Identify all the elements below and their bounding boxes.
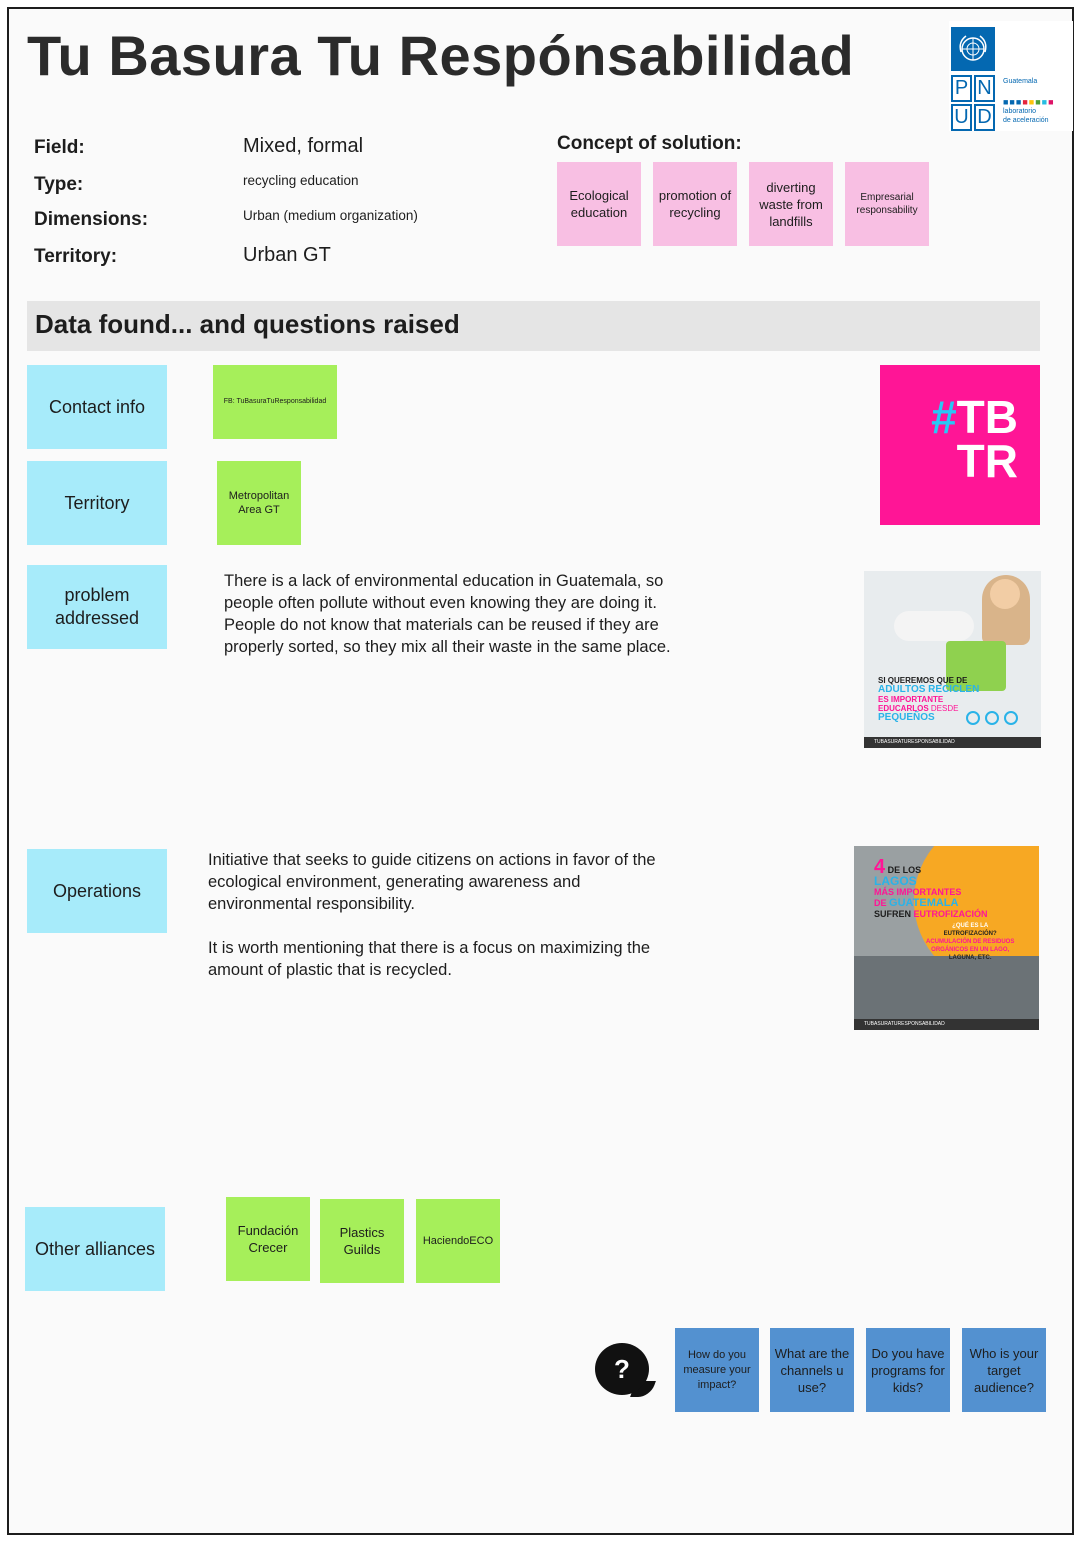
page-title: Tu Basura Tu Respónsabilidad [27, 24, 855, 87]
territory-note[interactable]: Territory [27, 461, 167, 545]
problem-note[interactable]: problem addressed [27, 565, 167, 649]
logo-lab-line1: laboratorio [1003, 108, 1037, 115]
operations-line: amount of plastic that is recycled. [208, 961, 452, 979]
lakes-caption [874, 856, 988, 920]
problem-text [224, 570, 671, 658]
field-value: Mixed, formal [243, 135, 364, 157]
territory-label: Territory: [34, 246, 118, 267]
post-caption [878, 676, 979, 723]
operations-line: It is worth mentioning that there is a focus on maximizing the [208, 939, 651, 957]
sub-line: ORGÁNICOS EN UN LAGO, [931, 947, 1010, 953]
caption-line: SI QUEREMOS QUE DE [878, 676, 968, 685]
alliance-note[interactable]: HaciendoECO [416, 1199, 500, 1283]
caption-line: ADULTOS RECICLEN [878, 684, 980, 695]
caption-line: DE [874, 898, 890, 908]
tbtr-line1: TB [956, 391, 1018, 443]
caption-line: GUATEMALA [889, 897, 959, 909]
concept-title: Concept of solution: [557, 133, 742, 154]
concept-note[interactable]: Empresarial responsability [845, 162, 929, 246]
question-note[interactable]: How do you measure your impact? [675, 1328, 759, 1412]
contact-info-note[interactable]: Contact info [27, 365, 167, 449]
logo-letter: P [951, 75, 972, 102]
operations-note[interactable]: Operations [27, 849, 167, 933]
caption-line: EUTROFIZACIÓN [913, 909, 988, 919]
water-shape [854, 956, 1039, 1026]
tbtr-logo-text [931, 391, 1018, 487]
contact-fb-note[interactable]: FB: TuBasuraTuResponsabilidad [213, 365, 337, 439]
lakes-subcaption [926, 922, 1014, 962]
operations-text [208, 849, 656, 981]
reduce-icon [966, 711, 980, 725]
board [7, 7, 1074, 1535]
operations-line: Initiative that seeks to guide citizens on actions in favor of the [208, 851, 656, 869]
problem-line: properly sorted, so they mix all their waste in the same place. [224, 638, 671, 656]
tbtr-line2: TR [956, 435, 1018, 487]
sub-line: ACUMULACIÓN DE RESIDUOS [926, 939, 1015, 945]
reuse-icon [985, 711, 999, 725]
recycling-post-image [864, 571, 1041, 748]
field-label: Field: [34, 137, 85, 158]
undp-logo [949, 21, 1073, 131]
lakes-post-image [854, 846, 1039, 1030]
caption-line: DESDE [928, 704, 959, 713]
logo-letter: U [951, 104, 972, 131]
caption-line: 4 [874, 856, 886, 878]
caption-line: DE LOS [885, 865, 922, 875]
post-footer: TUBASURATURESPONSABILIDAD [864, 737, 1041, 748]
question-note[interactable]: Do you have programs for kids? [866, 1328, 950, 1412]
caption-line: EDUCARLOS [878, 704, 929, 713]
question-note[interactable]: What are the channels u use? [770, 1328, 854, 1412]
sub-line: LAGUNA, ETC. [948, 955, 992, 961]
territory-value: Urban GT [243, 244, 331, 266]
concept-note[interactable]: diverting waste from landfills [749, 162, 833, 246]
recycle-icons [966, 711, 1018, 725]
concept-note[interactable]: promotion of recycling [653, 162, 737, 246]
question-note[interactable]: Who is your target audience? [962, 1328, 1046, 1412]
post-footer: TUBASURATURESPONSABILIDAD [854, 1019, 1039, 1030]
sub-line: EUTROFIZACIÓN? [943, 931, 997, 937]
alliance-note[interactable]: Plastics Guilds [320, 1199, 404, 1283]
tbtr-hash: # [931, 391, 957, 443]
section-title: Data found... and questions raised [35, 309, 460, 339]
territory-detail-note[interactable]: Metropolitan Area GT [217, 461, 301, 545]
type-value: recycling education [243, 173, 359, 188]
tbtr-logo-image [880, 365, 1040, 525]
dimensions-value: Urban (medium organization) [243, 208, 418, 223]
caption-line: PEQUEÑOS [878, 712, 935, 723]
caption-line: ES IMPORTANTE [878, 695, 944, 704]
recycle-icon [1004, 711, 1018, 725]
problem-line: People do not know that materials can be reused if they are [224, 616, 659, 634]
dimensions-label: Dimensions: [34, 209, 149, 230]
operations-line: environmental responsibility. [208, 895, 415, 913]
caption-line: MÁS IMPORTANTES [874, 887, 962, 897]
sub-line: ¿QUÉ ES LA [952, 923, 989, 929]
adult-arm-shape [894, 611, 974, 641]
un-emblem-icon [951, 27, 995, 71]
logo-letter: D [974, 104, 995, 131]
logo-dots-icon: ■■■■■■■■ [1003, 97, 1055, 107]
child-head-shape [990, 579, 1020, 609]
caption-line: LAGOS [874, 874, 917, 888]
concept-note[interactable]: Ecological education [557, 162, 641, 246]
logo-letter: N [974, 75, 995, 102]
problem-line: people often pollute without even knowing they are doing it. [224, 594, 657, 612]
question-bubble-icon: ? [595, 1343, 649, 1395]
alliances-note[interactable]: Other alliances [25, 1207, 165, 1291]
undp-letters [951, 75, 995, 128]
problem-line: There is a lack of environmental education in Guatemala, so [224, 572, 664, 590]
logo-lab-line2: de aceleración [1003, 117, 1049, 124]
operations-line: ecological environment, generating awareness and [208, 873, 581, 891]
type-label: Type: [34, 174, 84, 195]
alliance-note[interactable]: Fundación Crecer [226, 1197, 310, 1281]
logo-country: Guatemala [1003, 78, 1038, 85]
caption-line: SUFREN [874, 909, 914, 919]
